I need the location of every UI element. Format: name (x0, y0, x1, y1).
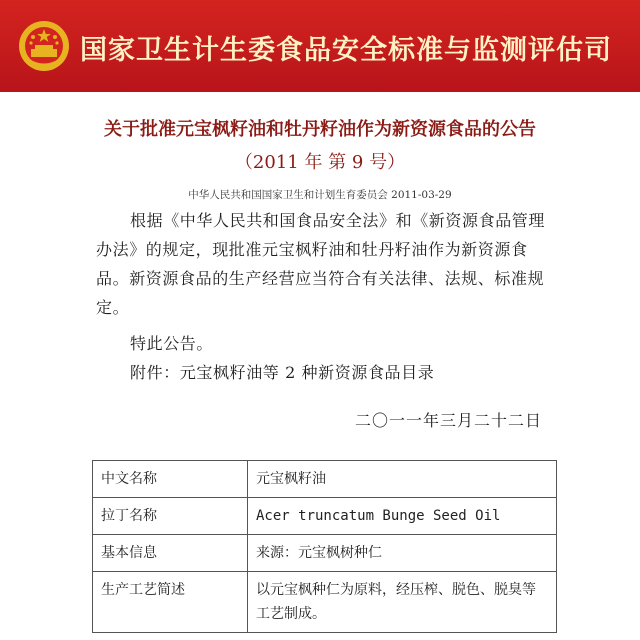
table-row (93, 498, 557, 535)
table-value: 以元宝枫种仁为原料，经压榨、脱色、脱臭等工艺制成。 (248, 572, 557, 633)
table-value: 来源：元宝枫树种仁 (248, 535, 557, 572)
table-row (93, 535, 557, 572)
header-banner (0, 0, 640, 92)
food-info-table (92, 460, 557, 633)
closing-line: 特此公告。 (130, 334, 214, 353)
table-row (93, 461, 557, 498)
issuer-date: 中华人民共和国国家卫生和计划生育委员会 2011-03-29 (188, 189, 452, 201)
table-key: 基本信息 (93, 535, 248, 572)
banner-title: 国家卫生计生委食品安全标准与监测评估司 (80, 35, 612, 66)
table-value: Acer truncatum Bunge Seed Oil (248, 498, 557, 535)
table-key: 生产工艺简述 (93, 572, 248, 633)
notice-number: （2011 年 第 9 号） (234, 152, 406, 173)
notice-body-text: 根据《中华人民共和国食品安全法》和《新资源食品管理办法》的规定，现批准元宝枫籽油和牡丹籽油作为新资源食品。新资源食品的生产经营应当符合有关法律、法规、标准规定。 (96, 211, 546, 317)
attachment-line: 附件：元宝枫籽油等 2 种新资源食品目录 (130, 363, 435, 382)
notice-body-paragraph (96, 206, 551, 322)
notice-headline: 关于批准元宝枫籽油和牡丹籽油作为新资源食品的公告 (104, 119, 536, 140)
national-emblem-icon (18, 20, 70, 72)
table-row (93, 572, 557, 633)
table-value: 元宝枫籽油 (248, 461, 557, 498)
signed-date: 二〇一一年三月二十二日 (354, 411, 542, 430)
table-key: 拉丁名称 (93, 498, 248, 535)
table-key: 中文名称 (93, 461, 248, 498)
